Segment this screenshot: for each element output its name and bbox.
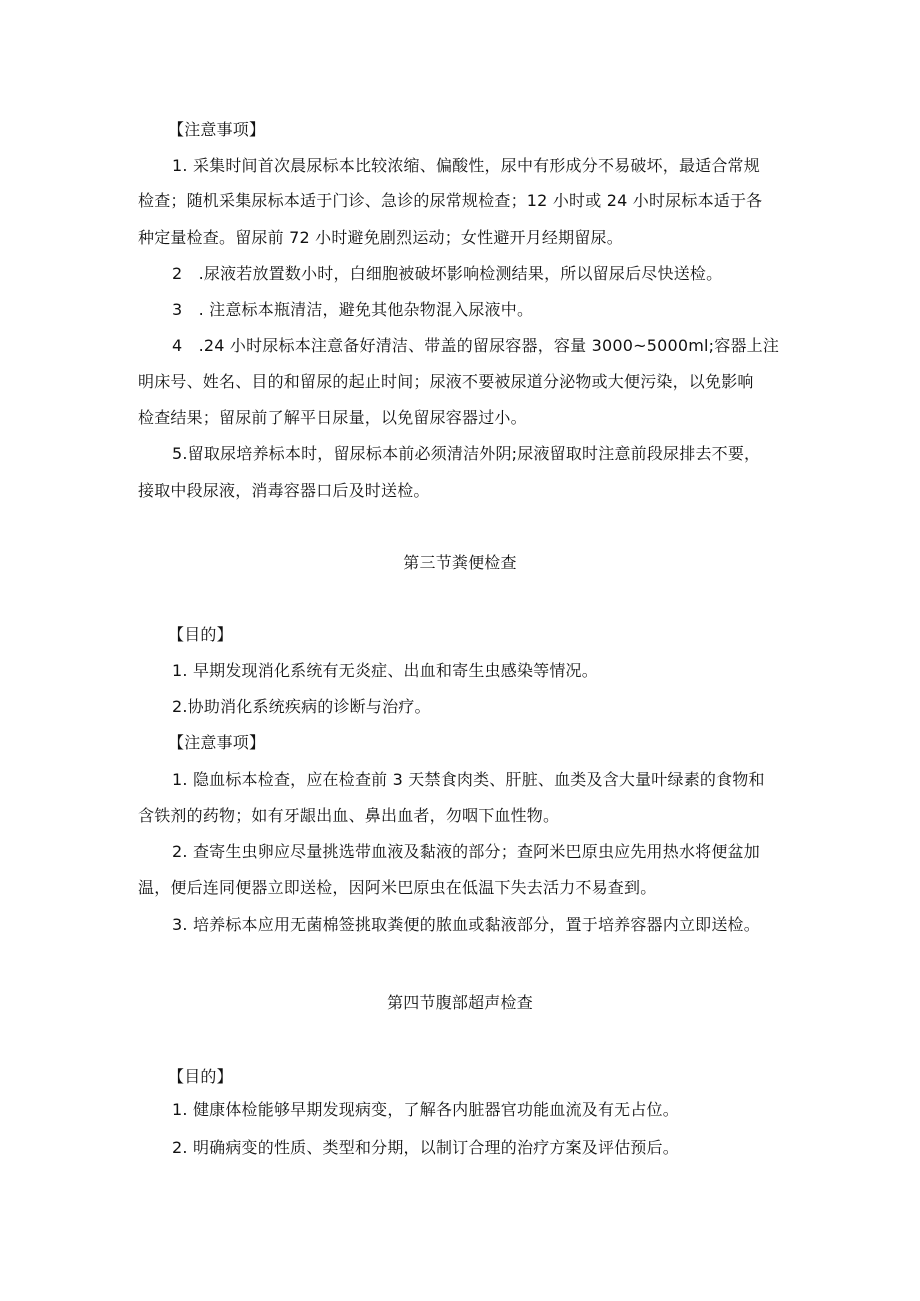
stool-note-1-line-1: 1. 隐血标本检查，应在检查前 3 天禁食肉类、肝脏、血类及含大量叶绿素的食物和 <box>172 770 765 789</box>
notes-heading: 【注意事项】 <box>168 120 266 139</box>
ultrasound-purpose-1: 1. 健康体检能够早期发现病变，了解各内脏器官功能血流及有无占位。 <box>172 1100 679 1119</box>
purpose-item-2: 2.协助消化系统疾病的诊断与治疗。 <box>172 697 431 716</box>
note-item-1-line-1: 1. 采集时间首次晨尿标本比较浓缩、偏酸性，尿中有形成分不易破坏，最适合常规 <box>172 156 760 175</box>
note-item-4-line-3: 检查结果；留尿前了解平日尿量，以免留尿容器过小。 <box>138 408 527 427</box>
stool-note-3: 3. 培养标本应用无菌棉签挑取粪便的脓血或黏液部分，置于培养容器内立即送检。 <box>172 915 760 934</box>
notes-heading-stool: 【注意事项】 <box>168 733 266 752</box>
section-title-stool-exam: 第三节粪便检查 <box>403 553 517 572</box>
ultrasound-purpose-heading: 【目的】 <box>168 1067 233 1086</box>
section-title-abdominal-ultrasound: 第四节腹部超声检查 <box>387 993 533 1012</box>
purpose-item-1: 1. 早期发现消化系统有无炎症、出血和寄生虫感染等情况。 <box>172 661 598 680</box>
stool-note-1-line-2: 含铁剂的药物；如有牙龈出血、鼻出血者，勿咽下血性物。 <box>138 806 560 825</box>
ultrasound-purpose-2: 2. 明确病变的性质、类型和分期，以制订合理的治疗方案及评估预后。 <box>172 1138 679 1157</box>
note-item-5-line-2: 接取中段尿液，消毒容器口后及时送检。 <box>138 481 430 500</box>
note-item-1-line-2: 检查；随机采集尿标本适于门诊、急诊的尿常规检查；12 小时或 24 小时尿标本适于各 <box>138 191 763 210</box>
note-item-2: 2 .尿液若放置数小时，白细胞被破坏影响检测结果，所以留尿后尽快送检。 <box>172 264 723 283</box>
stool-note-2-line-2: 温，便后连同便器立即送检，因阿米巴原虫在低温下失去活力不易查到。 <box>138 878 657 897</box>
note-item-1-line-3: 种定量检查。留尿前 72 小时避免剧烈运动；女性避开月经期留尿。 <box>138 228 623 247</box>
stool-note-2-line-1: 2. 查寄生虫卵应尽量挑选带血液及黏液的部分；查阿米巴原虫应先用热水将便盆加 <box>172 842 760 861</box>
note-item-4-line-1: 4 .24 小时尿标本注意备好清洁、带盖的留尿容器，容量 3000~5000ml;容器上注 <box>172 336 780 355</box>
note-item-3: 3 . 注意标本瓶清洁，避免其他杂物混入尿液中。 <box>172 300 534 319</box>
purpose-heading: 【目的】 <box>168 625 233 644</box>
note-item-5-line-1: 5.留取尿培养标本时，留尿标本前必须清洁外阴;尿液留取时注意前段尿排去不要， <box>172 444 761 463</box>
note-item-4-line-2: 明床号、姓名、目的和留尿的起止时间；尿液不要被尿道分泌物或大便污染，以免影响 <box>138 372 754 391</box>
